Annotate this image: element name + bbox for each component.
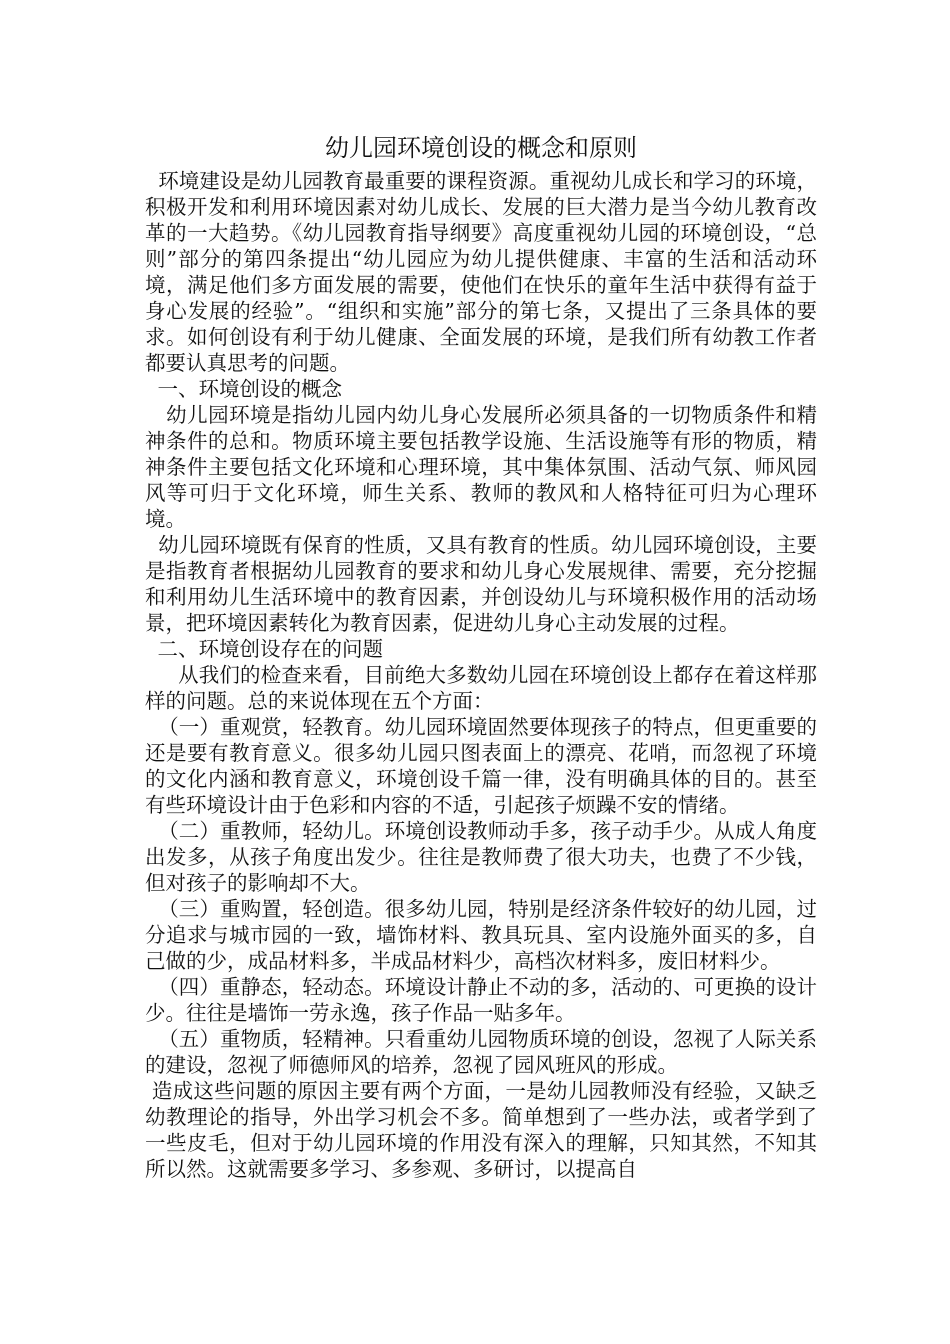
document-page bbox=[145, 128, 817, 1182]
section-heading-problems: 二、环境创设存在的问题 bbox=[151, 637, 384, 661]
problem-item-2: （二）重教师，轻幼儿。环境创设教师动手多，孩子动手少。从成人角度出发多，从孩子角度出发少。往往是教师费了很大功夫，也费了不少钱，但对孩子的影响却不大。 bbox=[145, 819, 817, 895]
problem-item-4: （四）重静态，轻动态。环境设计静止不动的多，活动的、可更换的设计少。往往是墙饰一劳永逸，孩子作品一贴多年。 bbox=[145, 975, 817, 1025]
section-heading-concept: 一、环境创设的概念 bbox=[151, 377, 343, 401]
document-body bbox=[145, 168, 817, 1182]
document-title: 幼儿园环境创设的概念和原则 bbox=[325, 134, 637, 162]
problem-item-1: （一）重观赏，轻教育。幼儿园环境固然要体现孩子的特点，但更重要的还是要有教育意义。很多幼儿园只图表面上的漂亮、花哨，而忽视了环境的文化内涵和教育意义，环境创设千篇一律，没有明确具体的目的。甚至有些环境设计由于色彩和内容的不适，引起孩子烦躁不安的情绪。 bbox=[145, 715, 817, 817]
causes-paragraph: 造成这些问题的原因主要有两个方面，一是幼儿园教师没有经验，又缺乏幼教理论的指导，外出学习机会不多。简单想到了一些办法，或者学到了一些皮毛，但对于幼儿园环境的作用没有深入的理解，只知其然，不知其所以然。这就需要多学习、多参观、多研讨，以提高自 bbox=[145, 1079, 817, 1181]
problems-intro-paragraph: 从我们的检查来看，目前绝大多数幼儿园在环境创设上都存在着这样那样的问题。总的来说体现在五个方面： bbox=[145, 663, 817, 713]
intro-paragraph: 环境建设是幼儿园教育最重要的课程资源。重视幼儿成长和学习的环境，积极开发和利用环境因素对幼儿成长、发展的巨大潜力是当今幼儿教育改革的一大趋势。《幼儿园教育指导纲要》高度重视幼儿园的环境创设，“总则”部分的第四条提出“幼儿园应为幼儿提供健康、丰富的生活和活动环境，满足他们多方面发展的需要，使他们在快乐的童年生活中获得有益于身心发展的经验”。“组织和实施”部分的第七条，又提出了三条具体的要求。如何创设有利于幼儿健康、全面发展的环境，是我们所有幼教工作者都要认真思考的问题。 bbox=[145, 169, 817, 375]
problem-item-3: （三）重购置，轻创造。很多幼儿园，特别是经济条件较好的幼儿园，过分追求与城市园的一致，墙饰材料、教具玩具、室内设施外面买的多，自己做的少，成品材料多，半成品材料少，高档次材料多，废旧材料少。 bbox=[145, 897, 817, 973]
concept-paragraph-2: 幼儿园环境既有保育的性质，又具有教育的性质。幼儿园环境创设，主要是指教育者根据幼儿园教育的要求和幼儿身心发展规律、需要，充分挖掘和利用幼儿生活环境中的教育因素，并创设幼儿与环境积极作用的活动场景，把环境因素转化为教育因素，促进幼儿身心主动发展的过程。 bbox=[145, 533, 817, 635]
problem-item-5: （五）重物质，轻精神。只看重幼儿园物质环境的创设，忽视了人际关系的建设，忽视了师德师风的培养，忽视了园风班风的形成。 bbox=[145, 1027, 817, 1077]
concept-paragraph-1: 幼儿园环境是指幼儿园内幼儿身心发展所必须具备的一切物质条件和精神条件的总和。物质环境主要包括教学设施、生活设施等有形的物质，精神条件主要包括文化环境和心理环境，其中集体氛围、活动气氛、师风园风等可归于文化环境，师生关系、教师的教风和人格特征可归为心理环境。 bbox=[145, 403, 817, 531]
